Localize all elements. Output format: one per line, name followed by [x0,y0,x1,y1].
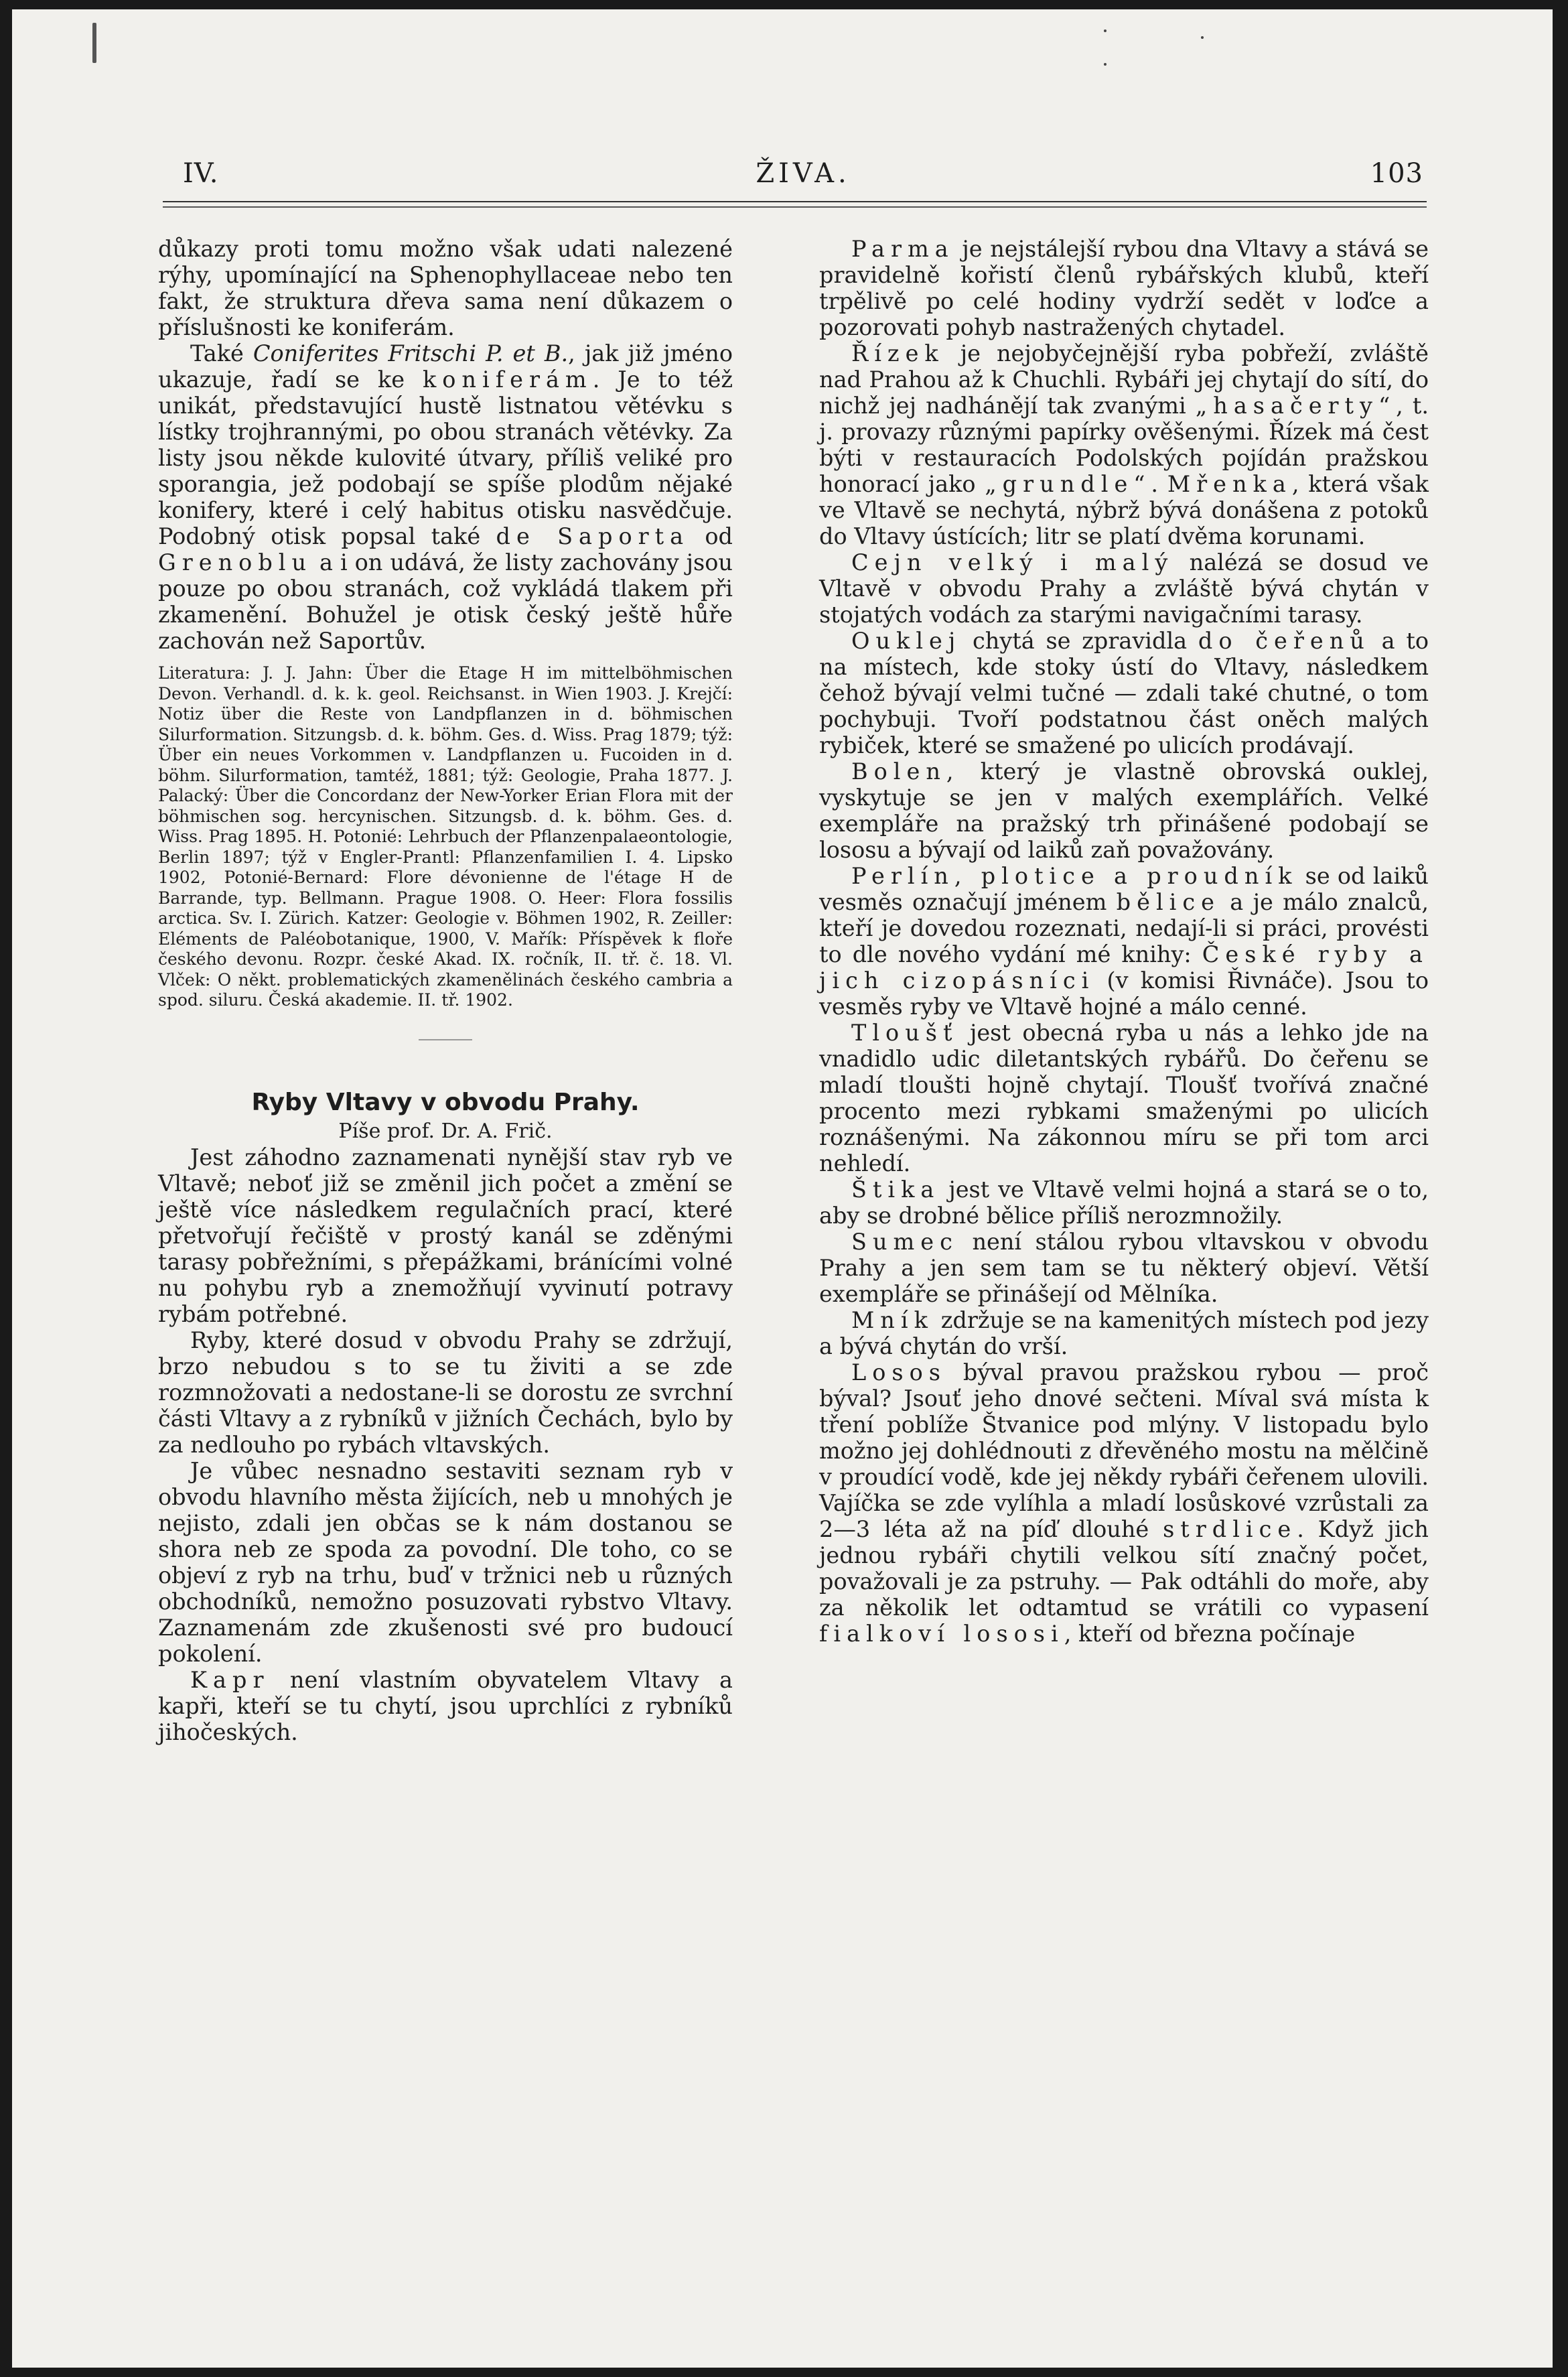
fish-name: Losos [851,1359,946,1385]
text-run: jest obecná ryba u nás a lehko jde na vnadidlo udic diletantských rybářů. Do čeřenu se mladí tloušti hojně chytají. Tloušť tvořívá značné procento mezi rybkami smaženými po ulicích roznášenými. Na zákonnou míru se při tom arci nehledí. [819,1020,1429,1176]
taxon-name: Coniferites Fritschi P. et B. [253,340,569,366]
journal-title: ŽIVA. [756,158,851,189]
left-column [158,236,733,1745]
fish-name: Bolen [851,758,946,785]
paragraph [819,1020,1429,1176]
text-run: Také [190,340,253,366]
text-run: (v komisi Řivnáče). Jsou to vesměs ryby ve Vltavě hojné a málo cenné. [819,967,1429,1020]
scan-speck [1201,36,1204,39]
spaced-term: fialkoví lososi [819,1621,1064,1647]
text-run: je nejstálejší rybou dna Vltavy a stává se pravidelně kořistí členů rybářských klubů, kteří trpělivě po celé hodiny vydrží sedět v loďce a pozorovati pohyb nastražených chytadel. [819,236,1429,340]
text-run: , jak již jméno ukazuje, řadí se ke [158,340,733,393]
text-run: , t. j. provazy různými papírky ověšenými. Řízek má čest býti v restauracích Podolských pojídán pražskou honorací jako [819,393,1429,497]
text-run: . Když jich jednou rybáři chytili velkou sítí značný počet, považovali je za pstruhy. — Pak odtáhli do moře, aby za několik let odtamtud se vrátili co vypasení [819,1516,1429,1621]
scan-speck [1104,29,1107,32]
section-divider [419,1039,472,1040]
spaced-term: bělice [1116,889,1220,915]
fish-name: Tloušť [851,1020,958,1046]
text-run: a je málo znalců, kteří je dovedou rozeznati, nedají-li si práci, provésti to dle nového vydání mé knihy: [819,889,1429,967]
fish-name: Ouklej [851,628,962,654]
fish-name: Perlín, plotice a proudník [851,863,1298,889]
text-run: a i on udává, že listy zachovány jsou pouze po obou stranách, což vykládá tlakem při zkamenění. Bohužel je otisk český ještě hůře zachován než Saportův. [158,549,733,654]
text-run: chytá se zpravidla [961,628,1198,654]
spaced-term: do čeřenů [1198,628,1370,654]
running-header [183,158,1423,198]
fish-name: Mřenka [1167,471,1292,497]
scanned-page [12,9,1553,2368]
spaced-term: de Saporta [496,523,690,549]
scan-artifact [92,23,96,63]
paragraph [819,1307,1429,1359]
text-run: . [1151,471,1167,497]
paragraph [819,1229,1429,1307]
paragraph [158,340,733,654]
spaced-term: koniferám [422,366,593,393]
paragraph: Jest záhodno zaznamenati nynější stav ryb ve Vltavě; neboť již se změnil jich počet a změní se ještě více následkem regulačních prací, které přetvořují řečiště v prostý kanál se zděnými tarasy pobřežními, s přepážkami, bránícími volné nu pohybu ryb a znemožňují vyvinutí potravy rybám potřebné. [158,1144,733,1327]
text-run: je nejobyčejnější ryba pobřeží, zvláště nad Prahou až k Chuchli. Rybáři jej chytají do sítí, do nichž jej nadhánějí tak zvanými [819,340,1429,419]
spaced-term: strdlice [1163,1516,1297,1542]
fish-name: Kapr [190,1666,270,1693]
paragraph [819,758,1429,863]
fish-name: Mník [851,1307,934,1333]
paragraph [819,549,1429,628]
text-run: , která však ve Vltavě se nechytá, nýbrž bývá donášena z potoků do Vltavy ústících; litr se platí dvěma korunami. [819,471,1429,549]
paragraph [819,863,1429,1020]
fish-name: Cejn velký i malý [851,549,1174,575]
page-number: 103 [1370,158,1423,189]
text-run: , který je vlastně obrovská ouklej, vyskytuje se jen v malých exemplářích. Velké exempláře na pražský trh přinášené podobají se lososu a bývají od laiků zaň považovány. [819,758,1429,863]
text-run: není vlastním obyvatelem Vltavy a kapři, kteří se tu chytí, jsou uprchlíci z rybníků jihočeských. [158,1666,733,1745]
text-run: od [689,523,733,549]
paragraph [819,236,1429,340]
spaced-term: „grundle“ [985,471,1151,497]
right-column [819,236,1429,1647]
scan-speck [1104,63,1107,66]
article-author: Píše prof. Dr. A. Frič. [338,1119,553,1143]
paragraph [819,1359,1429,1647]
paragraph [819,1176,1429,1229]
book-title: České ryby a jich cizopásníci [819,941,1429,994]
paragraph: Je vůbec nesnadno sestaviti seznam ryb v obvodu hlavního města žijících, neb u mnohých je nejisto, zdali jen občas se k nám dostanou se shora neb ze spoda za povodní. Dle toho, co se objeví z ryb na trhu, buď v tržnici neb u různých obchodníků, nemožno posuzovati rybstvo Vltavy. Zaznamenám zde zkušenosti své pro budoucí pokolení. [158,1457,733,1667]
fish-name: Sumec [851,1229,958,1255]
literature-references: Literatura: J. J. Jahn: Über die Etage H im mittelböhmischen Devon. Verhandl. d. k. k. geol. Reichsanst. in Wien 1903. J. Krejčí: Notiz über die Reste von Landpflanzen in d. böhmischen Silurformation. Sitzungsb. d. k. böhm. Ges. d. Wiss. Prag 1879; týž: Über ein neues Vorkommen v. Landpflanzen u. Fucoiden in d. böhm. Silurformation, tamtéž, 1881; týž: Geologie, Praha 1877. J. Palacký: Über die Concordanz der New-Yorker Erian Flora mit der böhmischen sog. hercynischen. Sitzungsb. d. k. böhm. Ges. d. Wiss. Prag 1895. H. Potonié: Lehrbuch der Pflanzenpalaeontologie, Berlin 1897; týž v Engler-Prantl: Pflanzenfamilien I. 4. Lipsko 1902, Potonié-Bernard: Flore dévonienne de l'étage H de Barrande, typ. Bellmann. Prague 1908. O. Heer: Flora fossilis arctica. Sv. I. Zürich. Katzer: Geologie v. Böhmen 1902, R. Zeiller: Eléments de Paléobotanique, 1900, V. Mařík: Příspěvek k floře českého devonu. Rozpr. české Akad. IX. ročník, II. tř. č. 18. Vl. Vlček: O někt. problematických zkamenělinách českého cambria a spod. siluru. Česká akademie. II. tř. 1902. [158,663,733,1010]
text-run: se od laiků vesměs označují jménem [819,863,1429,915]
fish-name: Parma [851,236,954,262]
paragraph [819,340,1429,549]
fish-name: Řízek [851,340,944,366]
text-run: býval pravou pražskou rybou — proč býval? Jsouť jeho dnové sečteni. Míval svá místa k tření poblíže Štvanice pod mlýny. V listopadu bylo možno jej dohlédnouti z dřevěného mostu na mělčině v proudící vodě, kde jej někdy rybáři čeřenem ulovili. Vajíčka se zde vylíhla a mladí losůskové vzrůstali za 2—3 léta až na píď dlouhé [819,1359,1429,1542]
spaced-term: Grenoblu [158,549,313,575]
text-run: . Je to též unikát, představující hustě listnatou větévku s lístky trojhrannými, po obou stranách větévky. Za listy jsou někde kulovité útvary, příliš veliké pro sporangia, jež podobají se spíše plodům nějaké konifery, které i celý habitus otisku nasvědčuje. Podobný otisk popsal také [158,366,733,549]
article-title: Ryby Vltavy v obvodu Prahy. [251,1088,640,1116]
text-run: nalézá se dosud ve Vltavě v obvodu Prahy a zvláště bývá chytán v stojatých vodách za starými navigačními tarasy. [819,549,1429,628]
text-run: není stálou rybou vltavskou v obvodu Prahy a jen sem tam se tu některý objeví. Větší exempláře se přinášejí od Mělníka. [819,1229,1429,1307]
paragraph: Ryby, které dosud v obvodu Prahy se zdržují, brzo nebudou s to se tu živiti a se zde rozmnožovati a nedostane-li se dorostu ze svrchní části Vltavy a z rybníků v jižních Čechách, bylo by za nedlouho po rybách vltavských. [158,1327,733,1458]
volume-number: IV. [183,158,219,189]
paragraph [819,628,1429,758]
fish-name: Štika [851,1176,940,1203]
text-run: jest ve Vltavě velmi hojná a stará se o to, aby se drobné bělice příliš nerozmnožily. [819,1176,1429,1229]
text-run: a to na místech, kde stoky ústí do Vltavy, následkem čehož bývají velmi tučné — zdali také chutné, o tom pochybuji. Tvoří podstatnou část oněch malých rybiček, které se smažené po ulicích prodávají. [819,628,1429,758]
text-run: zdržuje se na kamenitých místech pod jezy a bývá chytán do vrší. [819,1307,1429,1359]
paragraph: důkazy proti tomu možno však udati nalezené rýhy, upomínající na Sphenophyllaceae nebo ten fakt, že struktura dřeva sama není důkazem o příslušnosti ke koniferám. [158,236,733,340]
header-rule [163,201,1427,208]
spaced-term: „hasačerty“ [1195,393,1397,419]
paragraph [158,1667,733,1745]
text-run: , kteří od března počínaje [1064,1621,1356,1647]
